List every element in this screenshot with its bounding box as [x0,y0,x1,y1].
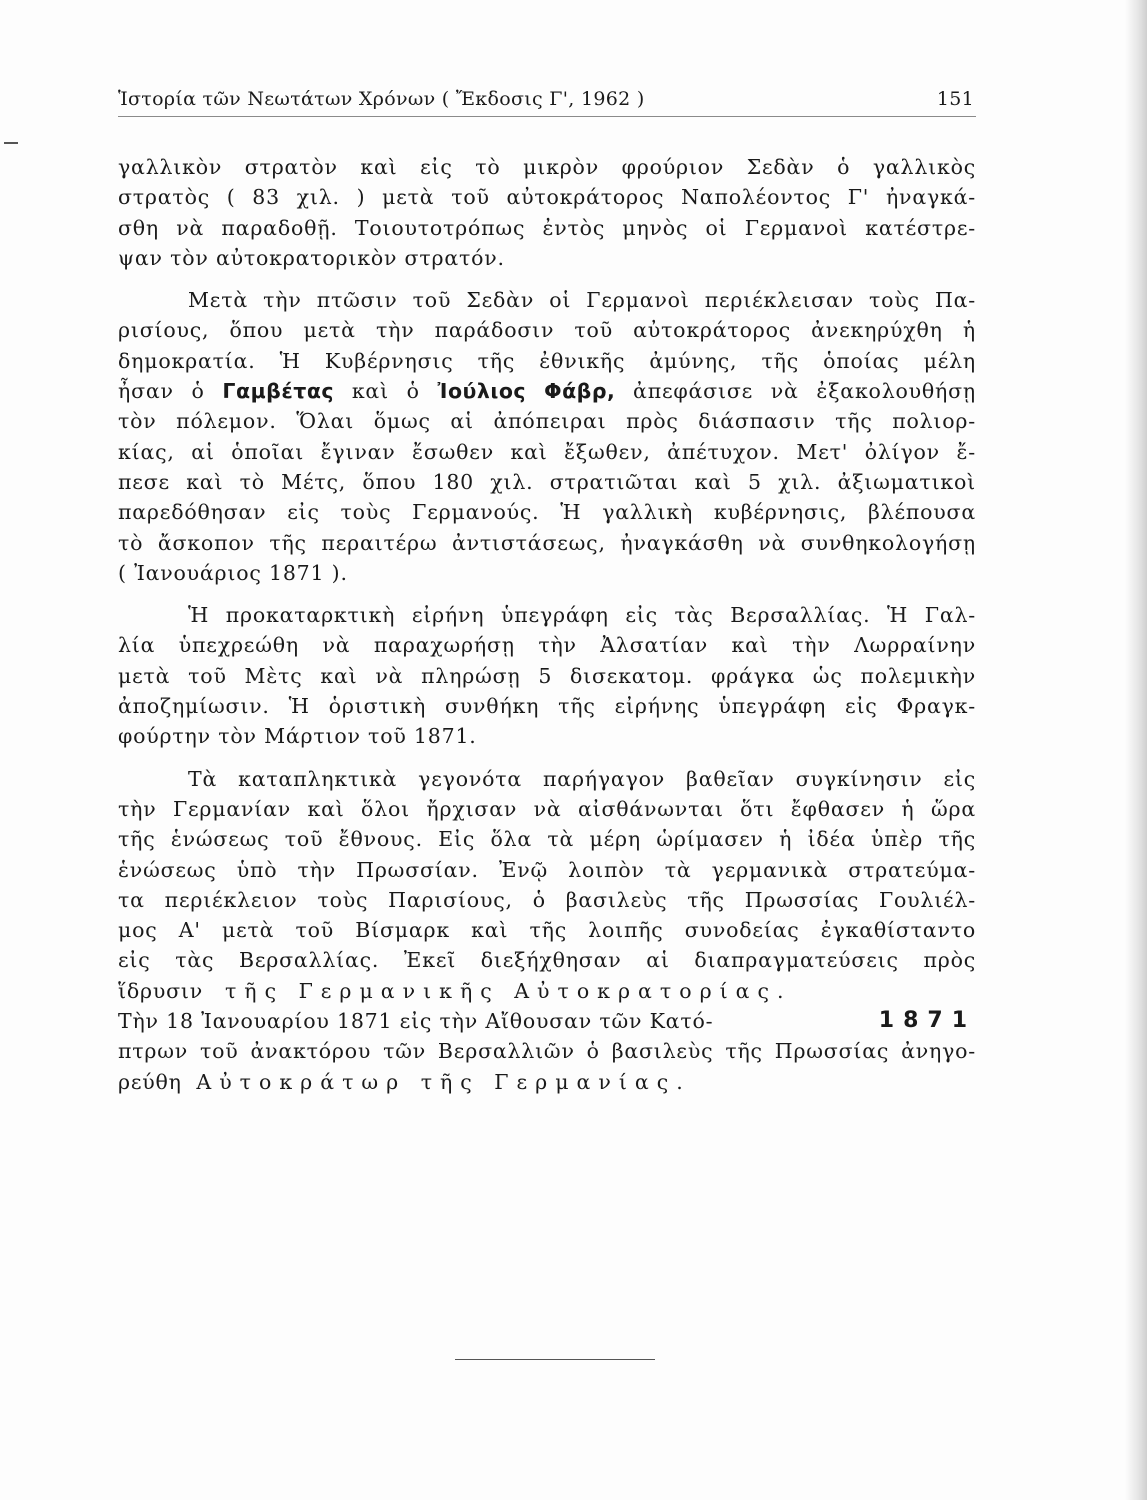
body-text [118,152,976,1097]
paragraph-5 [118,1006,976,1097]
text-line: τῆς ἑνώσεως τοῦ ἔθνους. Εἰς ὅλα τὰ μέρη ὡρίμασεν ἡ ἰδέα ὑπὲρ τῆς [118,827,976,852]
text-fragment: ρεύθη [118,1069,182,1094]
person-name-gambetta: Γαμβέτας [222,379,335,404]
text-line: ἀποζημίωσιν. Ἡ ὁριστικὴ συνθήκη τῆς εἰρήνης ὑπεγράφη εἰς Φραγκ- [118,694,976,719]
text-fragment: ἀπεφάσισε νὰ ἐξακολουθήσῃ [633,379,976,404]
text-fragment: Τὴν 18 Ἰανουαρίου 1871 εἰς τὴν Αἴθουσαν τῶν Κατό- [118,1009,714,1034]
text-line: ( Ἰανουάριος 1871 ). [118,560,348,585]
text-line: μετὰ τοῦ Μὲτς καὶ νὰ πληρώσῃ 5 δισεκατομ. φράγκα ὡς πολεμικὴν [118,663,976,688]
text-line [118,376,976,406]
text-line: τὴν Γερμανίαν καὶ ὅλοι ἤρχισαν νὰ αἰσθάνωνται ὅτι ἔφθασεν ἡ ὥρα [118,796,976,821]
person-name-favre: Ἰούλιος Φάβρ, [437,379,616,404]
margin-mark [4,142,18,144]
text-line: ψαν τὸν αὐτοκρατορικὸν στρατόν. [118,245,505,270]
text-line: γαλλικὸν στρατὸν καὶ εἰς τὸ μικρὸν φρούριον Σεδὰν ὁ γαλλικὸς [118,155,976,179]
text-line: ἑνώσεως ὑπὸ τὴν Πρωσσίαν. Ἐνῷ λοιπὸν τὰ γερμανικὰ στρατεύμα- [118,857,976,882]
text-fragment: ἵδρυσιν [118,978,203,1003]
text-line: Τὰ καταπληκτικὰ γεγονότα παρήγαγον βαθεῖαν συγκίνησιν εἰς [188,766,976,791]
text-line: δημοκρατία. Ἡ Κυβέρνησις τῆς ἐθνικῆς ἀμύνης, τῆς ὁποίας μέλη [118,348,976,373]
spaced-emphasis: τῆς Γερμανικῆς Αὐτοκρατορίας. [224,978,792,1003]
text-line: Ἡ προκαταρκτικὴ εἰρήνη ὑπεγράφη εἰς τὰς Βερσαλλίας. Ἡ Γαλ- [188,603,976,628]
text-line: φούρτην τὸν Μάρτιον τοῦ 1871. [118,724,477,749]
paragraph-3 [118,600,976,751]
text-line: πεσε καὶ τὸ Μέτς, ὅπου 180 χιλ. στρατιῶται καὶ 5 χιλ. ἀξιωματικοὶ [118,469,976,494]
page-edge-shadow [1125,0,1147,1500]
paragraph-4 [118,764,976,1006]
spaced-emphasis: Αὐτοκράτωρ τῆς Γερμανίας. [196,1069,691,1094]
paragraph-2 [118,285,976,588]
margin-year: 1871 [878,1008,976,1034]
footnote-rule [455,1359,655,1360]
text-line: Μετὰ τὴν πτῶσιν τοῦ Σεδὰν οἱ Γερμανοὶ περιέκλεισαν τοὺς Πα- [188,288,976,313]
page-number: 151 [936,88,974,110]
text-line: κίας, αἱ ὁποῖαι ἔγιναν ἔσωθεν καὶ ἔξωθεν, ἀπέτυχον. Μετ' ὀλίγον ἔ- [118,439,976,464]
running-header [118,84,976,117]
text-line [118,1067,976,1097]
text-line: παρεδόθησαν εἰς τοὺς Γερμανούς. Ἡ γαλλικὴ κυβέρνησις, βλέπουσα [118,500,976,525]
text-line: μος Α' μετὰ τοῦ Βίσμαρκ καὶ τῆς λοιπῆς συνοδείας ἐγκαθίσταντο [118,918,976,943]
text-line-with-margin-year [118,1006,976,1036]
text-line: λία ὑπεχρεώθη νὰ παραχωρήσῃ τὴν Ἀλσατίαν καὶ τὴν Λωρραίνην [118,633,976,658]
text-line: τὸν πόλεμον. Ὅλαι ὅμως αἱ ἀπόπειραι πρὸς διάσπασιν τῆς πολιορ- [118,409,976,434]
text-fragment: καὶ ὁ [351,379,420,404]
text-line: τὸ ἄσκοπον τῆς περαιτέρω ἀντιστάσεως, ἠναγκάσθη νὰ συνθηκολογήσῃ [118,530,976,555]
text-line [118,976,976,1006]
text-line: ρισίους, ὅπου μετὰ τὴν παράδοσιν τοῦ αὐτοκράτορος ἀνεκηρύχθη ἡ [118,318,976,343]
text-line: στρατὸς ( 83 χιλ. ) μετὰ τοῦ αὐτοκράτορος Ναπολέοντος Γ' ἠναγκά- [118,185,976,210]
paragraph-1 [118,152,976,273]
running-title: Ἱστορία τῶν Νεωτάτων Χρόνων ( Ἔκδοσις Γ', 1962 ) [118,88,645,110]
text-line: σθη νὰ παραδοθῇ. Τοιουτοτρόπως ἐντὸς μηνὸς οἱ Γερμανοὶ κατέστρε- [118,215,976,240]
text-line: εἰς τὰς Βερσαλλίας. Ἐκεῖ διεξήχθησαν αἱ διαπραγματεύσεις πρὸς [118,948,976,973]
text-fragment: ἦσαν ὁ [118,379,205,404]
text-line: πτρων τοῦ ἀνακτόρου τῶν Βερσαλλιῶν ὁ βασιλεὺς τῆς Πρωσσίας ἀνηγο- [118,1039,976,1064]
text-line: τα περιέκλειον τοὺς Παρισίους, ὁ βασιλεὺς τῆς Πρωσσίας Γουλιέλ- [118,887,976,912]
